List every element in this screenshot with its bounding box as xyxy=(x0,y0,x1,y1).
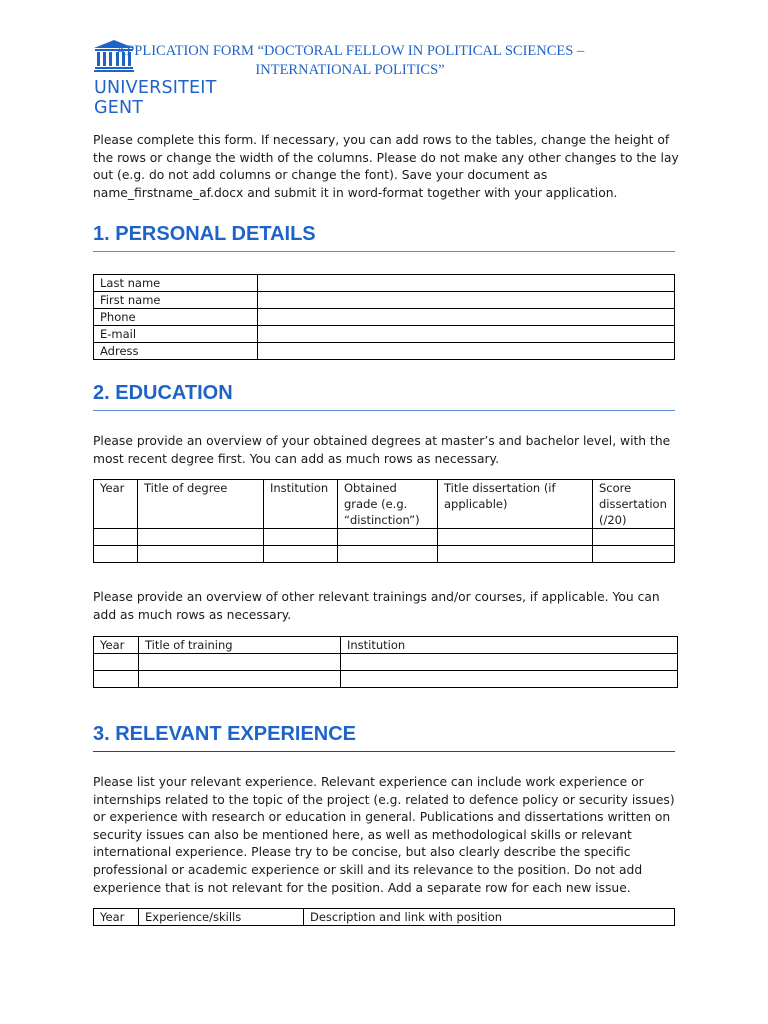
university-name-line-2: GENT xyxy=(94,98,144,118)
table-header-row xyxy=(94,637,678,654)
section-heading-personal: 1. PERSONAL DETAILS xyxy=(93,222,675,252)
phone-field[interactable] xyxy=(258,309,675,326)
field-label: E-mail xyxy=(94,326,258,343)
table-row xyxy=(94,275,675,292)
table-row xyxy=(94,671,678,688)
table-cell[interactable] xyxy=(264,529,338,546)
table-cell[interactable] xyxy=(94,546,138,563)
table-row xyxy=(94,654,678,671)
address-field[interactable] xyxy=(258,343,675,360)
trainings-table xyxy=(93,636,678,688)
university-name xyxy=(94,78,217,118)
table-cell[interactable] xyxy=(138,529,264,546)
table-row xyxy=(94,529,675,546)
column-header: Description and link with position xyxy=(304,909,675,926)
column-header: Year xyxy=(94,637,139,654)
intro-paragraph: Please complete this form. If necessary, you can add rows to the tables, change the height of the rows or change the width of the columns. Please do not make any other changes to the lay out (e.g. do not add columns or change the font). Save your document as name_firstname_af.docx and submit it in word-format together with your application. xyxy=(93,133,679,200)
field-label: First name xyxy=(94,292,258,309)
table-cell[interactable] xyxy=(264,546,338,563)
column-header: Year xyxy=(94,480,138,529)
section-heading-education: 2. EDUCATION xyxy=(93,381,675,411)
table-row xyxy=(94,343,675,360)
table-cell[interactable] xyxy=(341,671,678,688)
table-cell[interactable] xyxy=(438,529,593,546)
column-header: Score dissertation (/20) xyxy=(593,480,675,529)
experience-intro: Please list your relevant experience. Relevant experience can include work experience or internships related to the topic of the project (e.g. related to defence policy or security issues) or experience with research or education in general. Publications and dissertations written on security issues can also be mentioned here, as well as methodological skills or relevant international experience. Please try to be concise, but also clearly describe the specific professional or academic experience or skill and its relevance to the position. Do not add experience that is not relevant for the position. Add a separate row for each new issue. xyxy=(93,775,675,895)
column-header: Institution xyxy=(264,480,338,529)
table-cell[interactable] xyxy=(138,546,264,563)
table-cell[interactable] xyxy=(338,529,438,546)
table-row xyxy=(94,309,675,326)
table-row xyxy=(94,292,675,309)
column-header: Title dissertation (if applicable) xyxy=(438,480,593,529)
table-cell[interactable] xyxy=(139,671,341,688)
first-name-field[interactable] xyxy=(258,292,675,309)
table-cell[interactable] xyxy=(593,546,675,563)
email-field[interactable] xyxy=(258,326,675,343)
table-cell[interactable] xyxy=(94,529,138,546)
university-name-line-1: UNIVERSITEIT xyxy=(94,78,217,98)
table-cell[interactable] xyxy=(338,546,438,563)
field-label: Adress xyxy=(94,343,258,360)
table-cell[interactable] xyxy=(593,529,675,546)
table-cell[interactable] xyxy=(94,654,139,671)
trainings-intro: Please provide an overview of other relevant trainings and/or courses, if applicable. You can add as much rows as necessary. xyxy=(93,590,660,622)
column-header: Title of degree xyxy=(138,480,264,529)
column-header: Institution xyxy=(341,637,678,654)
column-header: Obtained grade (e.g. “distinction”) xyxy=(338,480,438,529)
table-cell[interactable] xyxy=(139,654,341,671)
table-cell[interactable] xyxy=(438,546,593,563)
table-header-row xyxy=(94,909,675,926)
column-header: Experience/skills xyxy=(139,909,304,926)
table-row xyxy=(94,546,675,563)
table-header-row xyxy=(94,480,675,529)
field-label: Last name xyxy=(94,275,258,292)
experience-table xyxy=(93,908,675,926)
personal-details-table xyxy=(93,274,675,360)
education-intro: Please provide an overview of your obtained degrees at master’s and bachelor level, with the most recent degree first. You can add as much rows as necessary. xyxy=(93,434,671,466)
field-label: Phone xyxy=(94,309,258,326)
column-header: Title of training xyxy=(139,637,341,654)
last-name-field[interactable] xyxy=(258,275,675,292)
section-heading-experience: 3. RELEVANT EXPERIENCE xyxy=(93,722,675,752)
table-cell[interactable] xyxy=(341,654,678,671)
column-header: Year xyxy=(94,909,139,926)
table-cell[interactable] xyxy=(94,671,139,688)
education-table xyxy=(93,479,675,563)
form-title: APPLICATION FORM “DOCTORAL FELLOW IN POLITICAL SCIENCES – INTERNATIONAL POLITICS” xyxy=(115,43,585,78)
table-row xyxy=(94,326,675,343)
